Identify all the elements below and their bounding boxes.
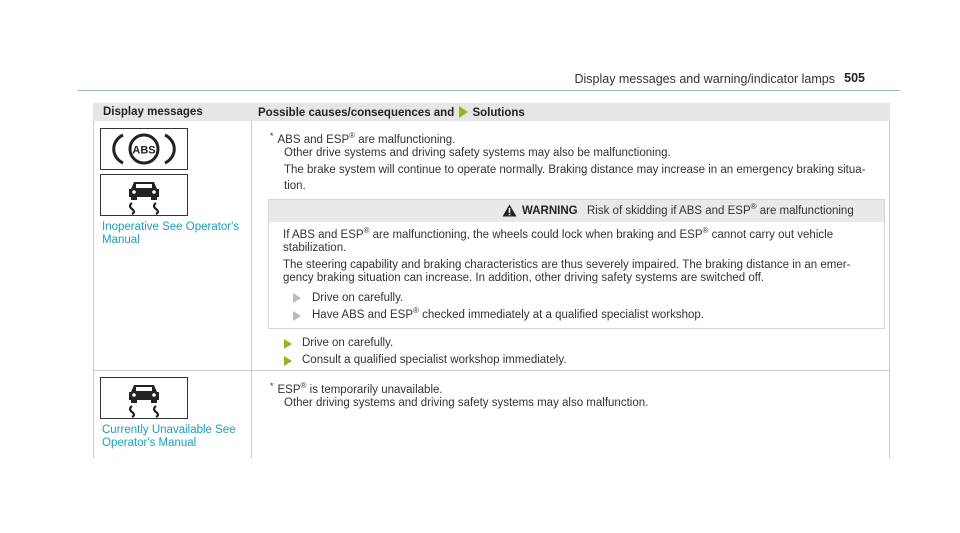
svg-text:ABS: ABS xyxy=(132,144,156,157)
section-title: Display messages and warning/indicator lamps xyxy=(574,72,835,86)
currently-unavailable-label: Currently Unavailable See Operator's Manual xyxy=(102,424,236,449)
warning-line-4: gency braking situation can increase. In addition, other driving safety systems are switched off. xyxy=(283,272,765,284)
inoperative-label: Inoperative See Operator's Manual xyxy=(102,221,240,246)
warning-line-1: If ABS and ESP® are malfunctioning, the wheels could lock when braking and ESP® cannot carry out vehicle xyxy=(283,226,834,241)
warning-title: WARNING xyxy=(522,205,578,217)
solution-1: Drive on carefully. xyxy=(302,337,394,349)
cause-line-1: * ESP® is temporarily unavailable. xyxy=(270,381,443,396)
page-header xyxy=(0,0,960,88)
column-header-causes-solutions: Possible causes/consequences and Solutions xyxy=(258,107,525,119)
esp-skid-icon xyxy=(100,174,188,216)
cause-line-2: Other drive systems and driving safety systems may also be malfunctioning. xyxy=(284,147,671,159)
step-bullet-icon xyxy=(293,311,301,321)
cause-line-1: * ABS and ESP® are malfunctioning. xyxy=(270,131,456,146)
warning-line-2: stabilization. xyxy=(283,242,347,254)
page-number: 505 xyxy=(844,71,865,85)
warning-line-3: The steering capability and braking characteristics are thus severely impaired. The braking distance in an emer- xyxy=(283,259,851,271)
warning-header xyxy=(269,200,884,222)
table-border-left xyxy=(93,121,94,458)
abs-warning-icon xyxy=(100,128,188,170)
cause-line-4: tion. xyxy=(284,180,306,192)
cause-line-2: Other driving systems and driving safety systems may also malfunction. xyxy=(284,397,649,409)
solution-2: Consult a qualified specialist workshop immediately. xyxy=(302,354,567,366)
cause-line-3: The brake system will continue to operate normally. Braking distance may increase in an emergency braking situa- xyxy=(284,164,866,176)
header-divider xyxy=(78,90,900,91)
warning-subtitle: Risk of skidding if ABS and ESP® are malfunctioning xyxy=(587,202,854,217)
warning-triangle-icon xyxy=(502,204,517,217)
column-divider xyxy=(251,121,252,458)
esp-skid-icon xyxy=(100,377,188,419)
column-header-display-messages: Display messages xyxy=(103,106,203,118)
step-bullet-icon xyxy=(293,293,301,303)
solution-arrow-icon xyxy=(284,356,292,366)
row-divider xyxy=(93,370,890,371)
warning-step-2: Have ABS and ESP® checked immediately at a qualified specialist workshop. xyxy=(312,306,705,321)
table-header xyxy=(93,103,890,121)
table-border-right xyxy=(889,121,890,458)
solution-arrow-icon xyxy=(459,106,468,118)
solution-arrow-icon xyxy=(284,339,292,349)
warning-step-1: Drive on carefully. xyxy=(312,292,404,304)
